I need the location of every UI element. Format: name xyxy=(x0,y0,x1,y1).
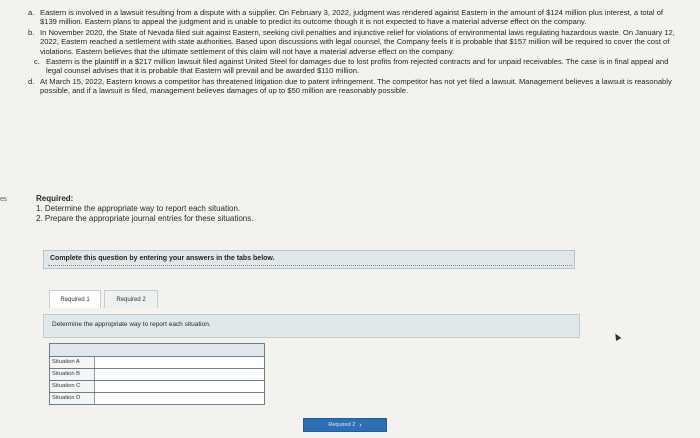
tab-required-2[interactable]: Required 2 xyxy=(104,290,158,308)
banner-divider xyxy=(48,264,572,266)
table-row xyxy=(49,381,265,393)
tab-required-1[interactable]: Required 1 xyxy=(49,290,101,308)
situation-label: Situation C xyxy=(50,381,95,392)
item-text: In November 2020, the State of Nevada filed suit against Eastern, seeking civil penalties and injunctive relief for violations of environmental laws regulating hazardous waste. On January 12, 2022, Eastern reached a settlement with state authorities. Based upon discussions with legal counsel, the Company feels it is probable that $157 million will be required to cover the cost of violations. Eastern believes that the ultimate settlement of this claim will not have a material adverse effect on the company. xyxy=(40,27,675,56)
table-header-row xyxy=(49,343,265,357)
problem-statement xyxy=(28,8,678,97)
item-letter: d. xyxy=(28,76,35,86)
item-letter: a. xyxy=(28,8,35,17)
table-row xyxy=(49,393,265,405)
item-text: Eastern is involved in a lawsuit resulting from a dispute with a supplier. On February 3, 2022, judgment was rendered against Eastern in the amount of $124 million plus interest, a total of $139 million. Eastern plans to appeal the judgment and is unable to predict its outcome though it is not expected to have a material adverse effect on the company. xyxy=(40,8,664,27)
item-text: Eastern is the plaintiff in a $217 million lawsuit filed against United Steel for damages due to lost profits from rejected contracts and for unpaid receivables. The case is in final appeal and legal counsel advises that it is probable that Eastern will prevail and be awarded $110 million. xyxy=(46,57,669,76)
required-item-1: 1. Determine the appropriate way to report each situation. xyxy=(36,204,241,213)
situation-label: Situation B xyxy=(50,369,95,380)
table-row xyxy=(49,369,265,381)
problem-item-a xyxy=(28,8,678,27)
edge-tab-label: es xyxy=(0,196,7,203)
next-button-label: Required 2 xyxy=(328,422,356,428)
situation-table xyxy=(49,343,265,405)
situation-label: Situation A xyxy=(50,357,95,368)
problem-item-c xyxy=(34,57,678,76)
problem-item-d xyxy=(28,77,678,96)
situation-label: Situation D xyxy=(50,393,95,404)
question-banner-text: Complete this question by entering your answers in the tabs below. xyxy=(50,255,275,262)
item-letter: c. xyxy=(34,57,40,67)
item-text: At March 15, 2022, Eastern knows a competitor has threatened litigation due to patent infringement. The competitor has not yet filed a lawsuit. Management believes a lawsuit is reasonably possible, and if a lawsuit is filed, management believes damages of up to $50 million are reasonably possible. xyxy=(40,76,672,96)
situation-answer-cell[interactable] xyxy=(95,381,264,392)
problem-item-b xyxy=(28,28,678,56)
required-heading: Required: xyxy=(36,194,74,203)
required-item-2: 2. Prepare the appropriate journal entries for these situations. xyxy=(36,214,254,223)
chevron-right-icon: › xyxy=(359,421,362,429)
item-letter: b. xyxy=(28,27,35,37)
situation-answer-cell[interactable] xyxy=(95,357,264,368)
situation-answer-cell[interactable] xyxy=(95,393,264,404)
question-banner xyxy=(43,250,575,269)
next-required-button[interactable] xyxy=(303,418,387,432)
required-section xyxy=(36,194,253,224)
instruction-text: Determine the appropriate way to report each situation. xyxy=(52,321,211,328)
mouse-cursor-icon xyxy=(613,332,622,341)
situation-answer-cell[interactable] xyxy=(95,369,264,380)
table-row xyxy=(49,357,265,369)
instruction-bar xyxy=(43,314,580,338)
